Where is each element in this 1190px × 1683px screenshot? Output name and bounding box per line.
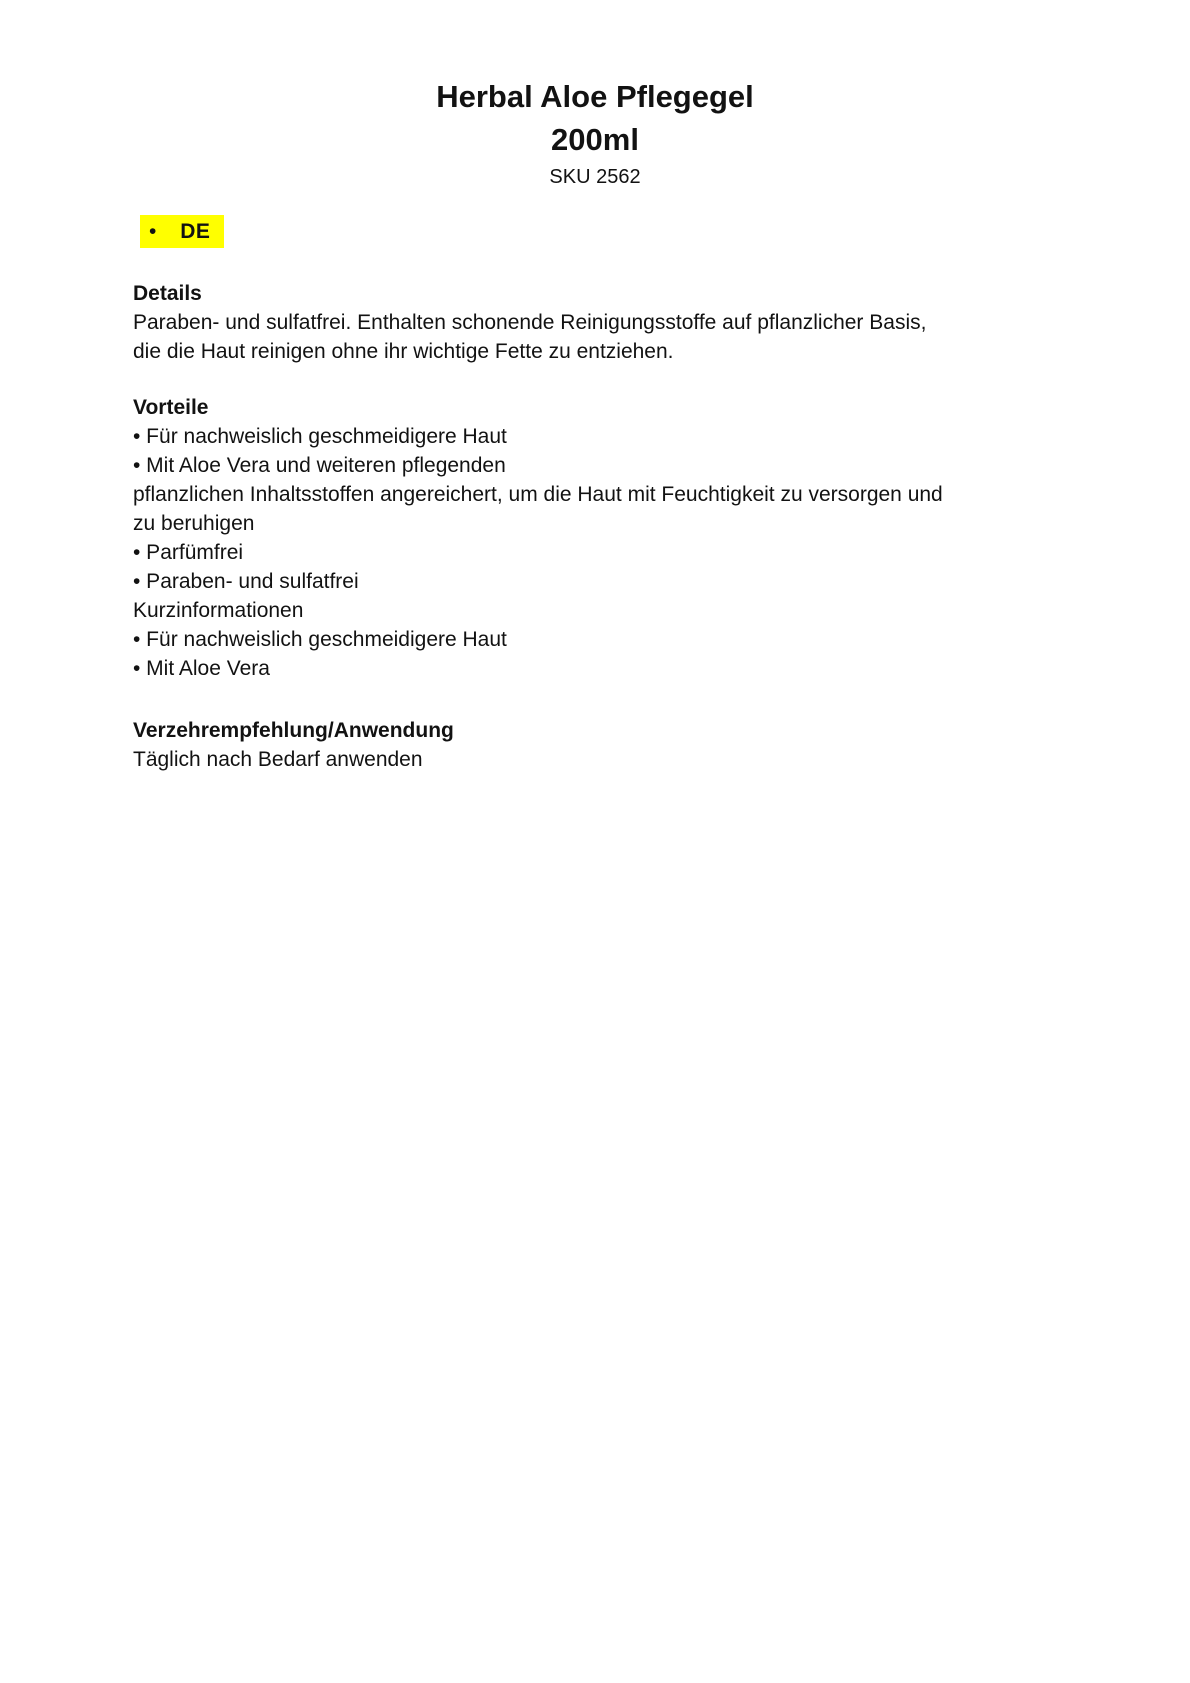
page-title (133, 75, 1057, 161)
section-benefits (133, 393, 1057, 683)
language-badge-label: DE (180, 220, 211, 243)
benefit-line: • Mit Aloe Vera und weiteren pflegenden (133, 454, 506, 477)
benefit-line: Kurzinformationen (133, 599, 304, 622)
benefits-heading: Vorteile (133, 396, 209, 419)
details-line: die die Haut reinigen ohne ihr wichtige Fette zu entziehen. (133, 340, 674, 363)
section-usage (133, 716, 1057, 774)
benefit-line: pflanzlichen Inhaltsstoffen angereichert, um die Haut mit Feuchtigkeit zu versorgen und (133, 483, 943, 506)
product-name: Herbal Aloe Pflegegel (436, 79, 754, 114)
benefit-line: • Für nachweislich geschmeidigere Haut (133, 628, 507, 651)
benefit-line: • Parfümfrei (133, 541, 244, 564)
details-line: Paraben- und sulfatfrei. Enthalten schonende Reinigungsstoffe auf pflanzlicher Basis, (133, 311, 927, 334)
benefit-line: • Paraben- und sulfatfrei (133, 570, 359, 593)
section-details (133, 279, 1057, 366)
benefit-line: • Mit Aloe Vera (133, 657, 270, 680)
usage-line: Täglich nach Bedarf anwenden (133, 748, 423, 771)
usage-heading: Verzehrempfehlung/Anwendung (133, 719, 454, 742)
benefit-line: • Für nachweislich geschmeidigere Haut (133, 425, 507, 448)
language-list-item (140, 215, 1057, 248)
language-badge-de (140, 215, 224, 248)
product-size: 200ml (551, 122, 639, 157)
benefit-line: zu beruhigen (133, 512, 255, 535)
sku-label: SKU 2562 (549, 166, 641, 188)
details-heading: Details (133, 282, 202, 305)
bullet-icon: • (149, 220, 157, 243)
